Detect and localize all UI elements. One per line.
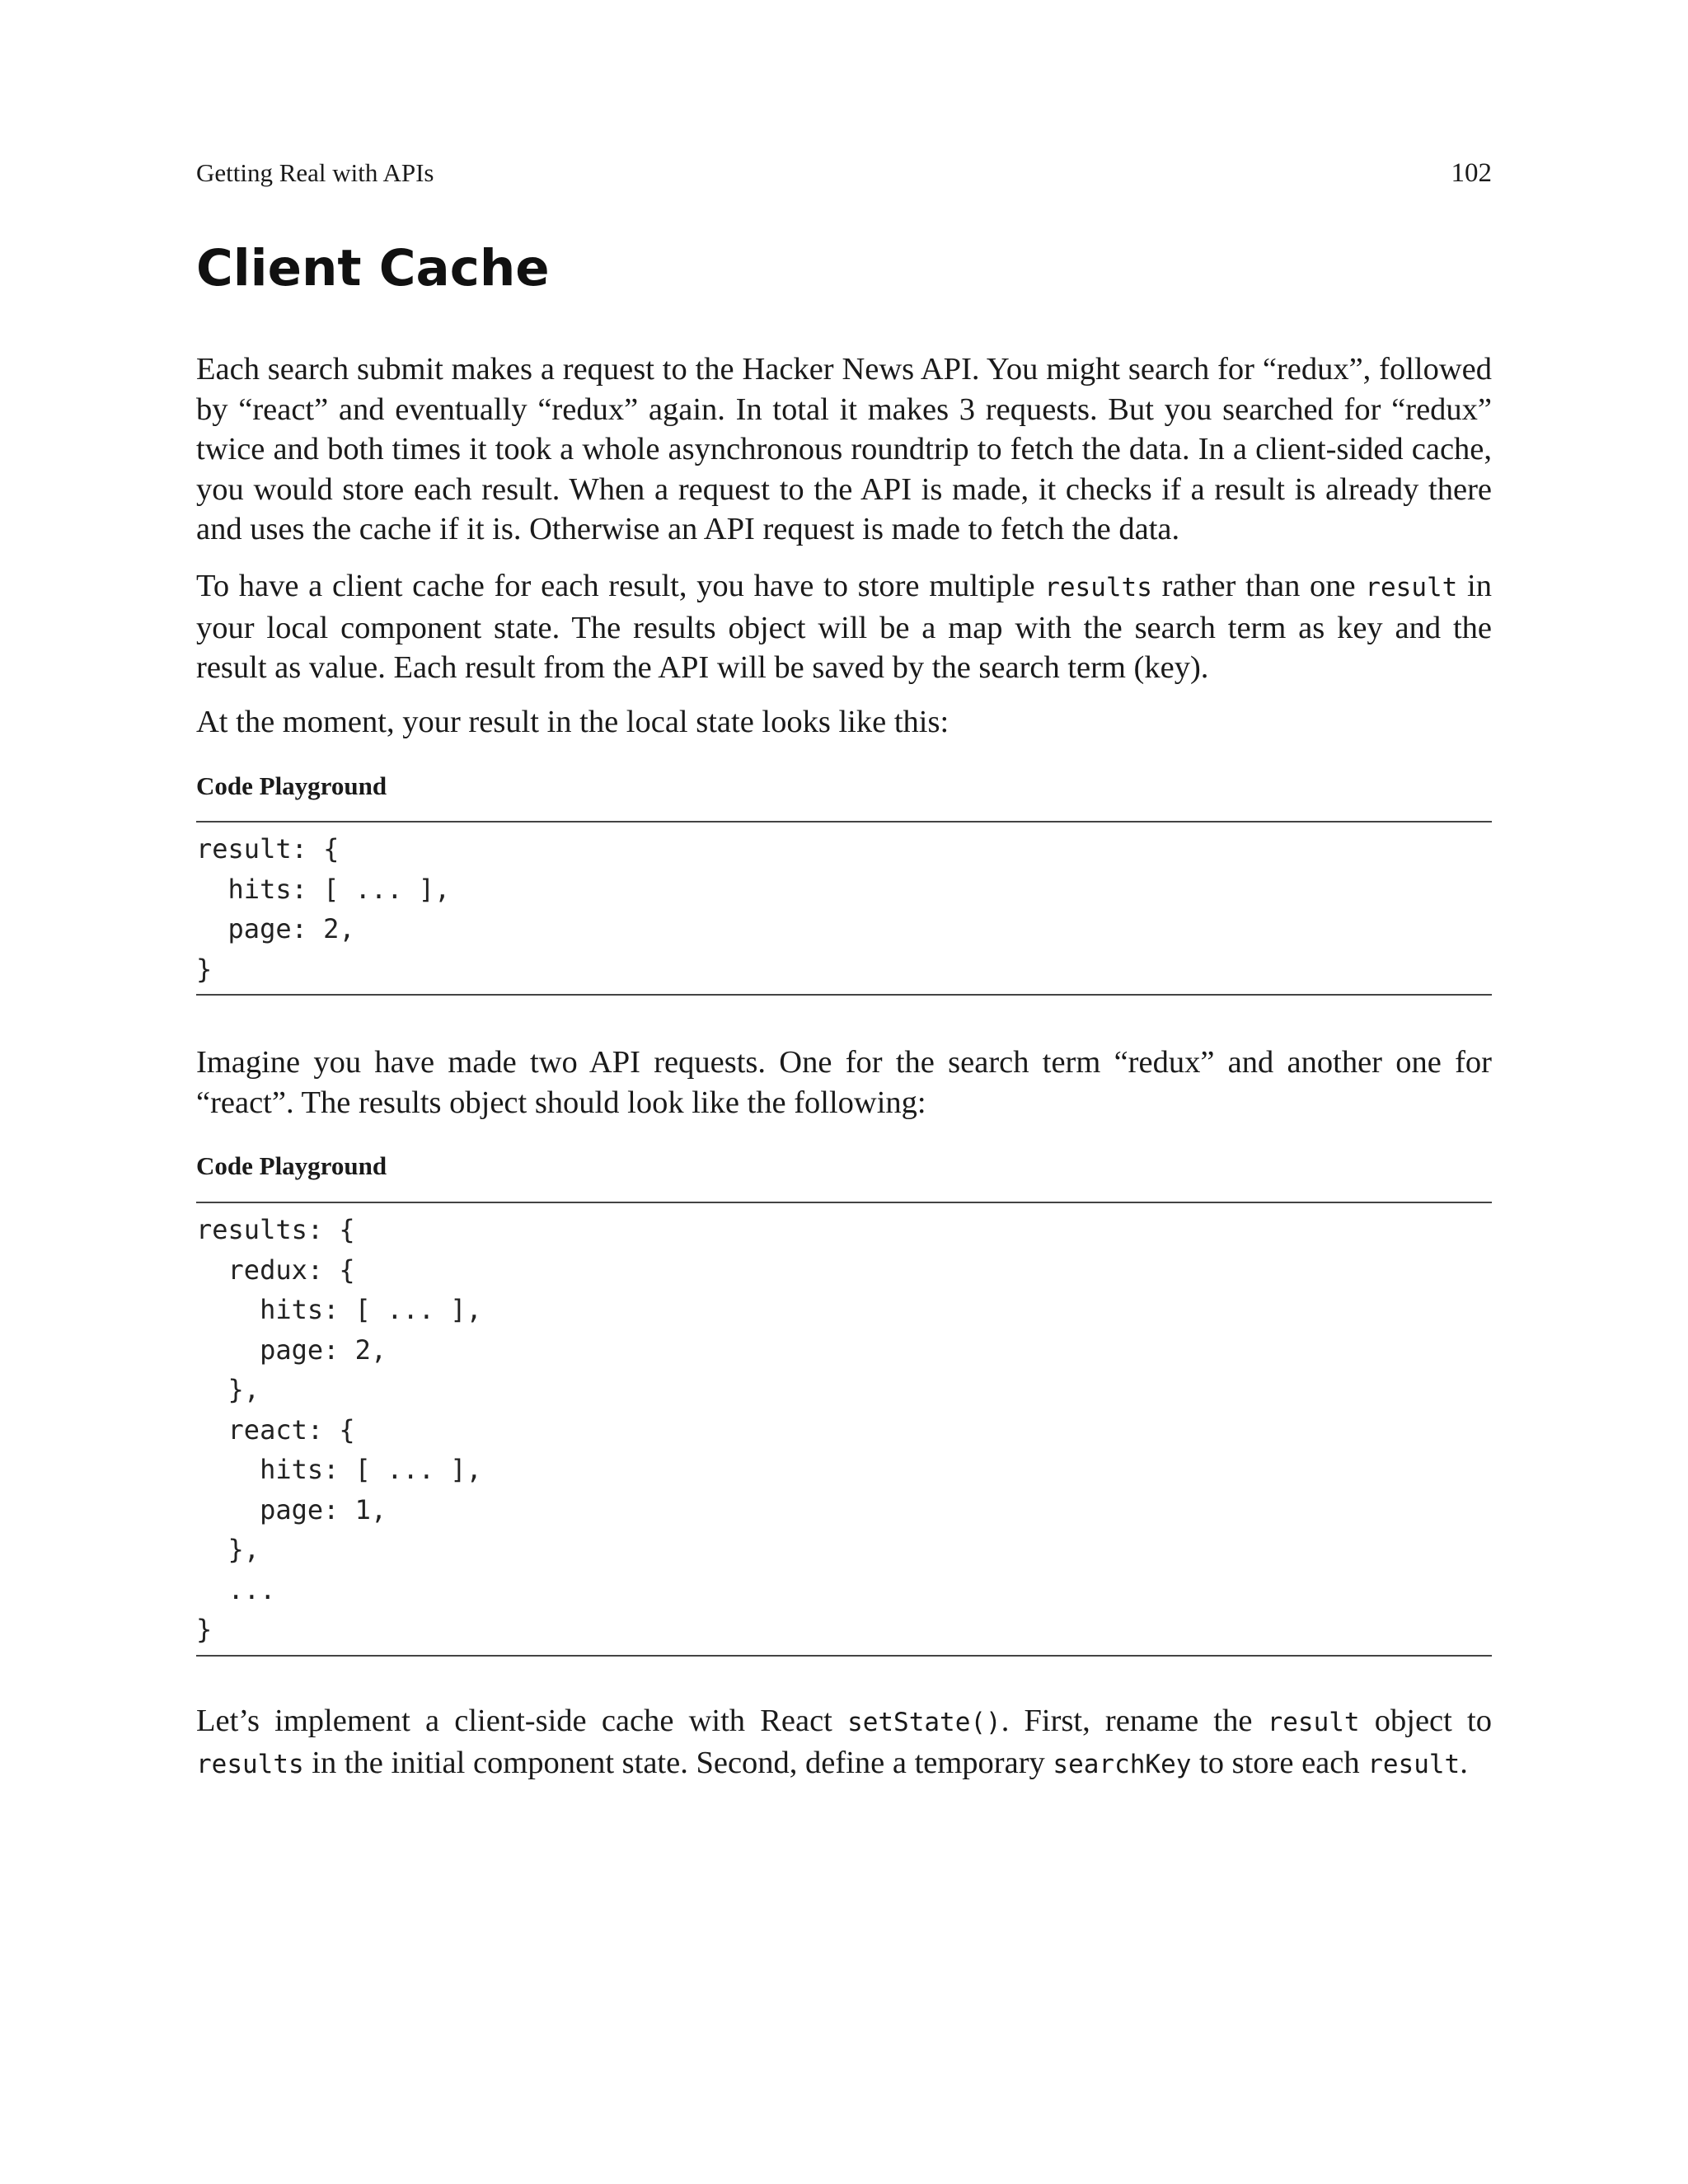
code-line: react: { [196, 1413, 355, 1446]
section-title: Client Cache [196, 239, 550, 298]
code-block-result [196, 821, 1492, 996]
paragraph-intro: Each search submit makes a request to the Hacker News API. You might search for “redux”, followed by “react” and eventually “redux” again. In total it makes 3 requests. But you searched for “redux” twice and both times it took a whole asynchronous roundtrip to fetch the data. In a client-sided cache, you would store each result. When a request to the API is made, it checks if a result is already there and uses the cache if it is. Otherwise an API request is made to fetch the data. [196, 352, 1492, 546]
text-run: in the initial component state. Second, define a temporary [303, 1745, 1053, 1780]
inline-code: searchKey [1053, 1749, 1192, 1779]
code-line: page: 1, [196, 1493, 387, 1526]
code-line: } [196, 1614, 213, 1645]
text-run: . [1460, 1745, 1468, 1780]
code-line: page: 2, [196, 913, 355, 944]
code-block-label: Code Playground [196, 1151, 387, 1180]
paragraph-client-cache [196, 566, 1492, 688]
inline-code: result [1367, 1749, 1461, 1779]
code-line: hits: [ ... ], [196, 873, 451, 905]
code-line: result: { [196, 833, 340, 865]
code-line: results: { [196, 1214, 355, 1245]
code-line: } [196, 953, 213, 985]
text-run: . First, rename the [1001, 1704, 1268, 1738]
text-run: object to [1359, 1704, 1492, 1738]
text-run: rather than one [1151, 569, 1366, 603]
running-header [196, 157, 1492, 190]
code-block-label: Code Playground [196, 771, 387, 800]
inline-code: results [1044, 573, 1152, 602]
code-line: }, [196, 1534, 260, 1565]
code-line: ... [196, 1573, 276, 1605]
code-line: redux: { [196, 1254, 355, 1286]
page-number: 102 [1451, 158, 1492, 188]
paragraph-two-requests: Imagine you have made two API requests. One for the search term “redux” and another one for “react”. The results object should look like the following: [196, 1045, 1492, 1120]
inline-code: result [1365, 573, 1458, 602]
paragraph-current-state: At the moment, your result in the local state looks like this: [196, 705, 950, 739]
text-run: to store each [1191, 1745, 1368, 1780]
code-line: hits: [ ... ], [196, 1454, 482, 1485]
paragraph-implementation [196, 1701, 1492, 1784]
text-run: To have a client cache for each result, you have to store multiple [196, 569, 1045, 603]
code-block-results [196, 1202, 1492, 1657]
inline-code: results [196, 1749, 304, 1779]
inline-code: setState() [847, 1708, 1001, 1737]
running-title: Getting Real with APIs [196, 158, 434, 187]
inline-code: result [1267, 1708, 1360, 1737]
text-run: in your local component state. The results object will be a map with the search term as key and the result as value. Each result from the API will be saved by the search term (key). [196, 569, 1492, 685]
code-line: hits: [ ... ], [196, 1294, 482, 1325]
text-run: Let’s implement a client-side cache with React [196, 1704, 848, 1738]
code-line: }, [196, 1374, 260, 1405]
code-line: page: 2, [196, 1333, 387, 1366]
